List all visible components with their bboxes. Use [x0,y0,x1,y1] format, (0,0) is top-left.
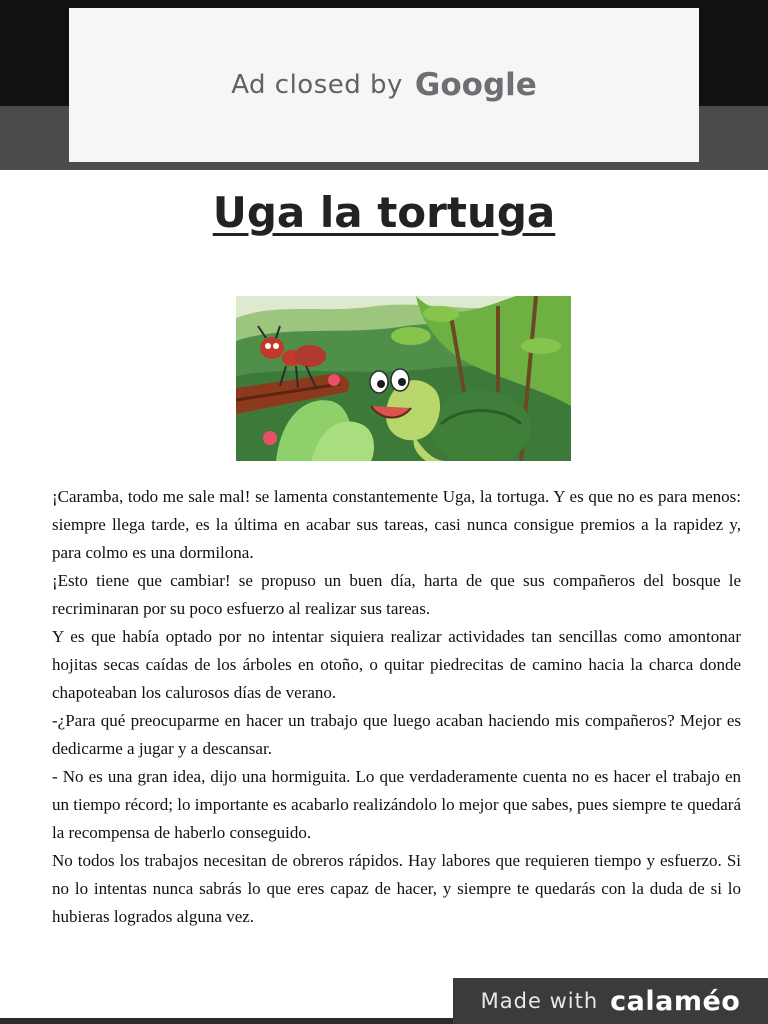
story-paragraph: No todos los trabajos necesitan de obreros rápidos. Hay labores que requieren tiempo y esfuerzo. Si no lo intentas nunca sabrás lo que eres capaz de hacer, y siempre te quedarás con la duda de si lo hubieras logrados alguna vez. [52,851,741,926]
ad-brand-logo: Google [414,67,537,103]
turtle-ant-illustration [236,296,571,461]
calameo-logo: calaméo [610,985,741,1017]
story-text [52,483,741,931]
story-paragraph: ¡Caramba, todo me sale mal! se lamenta constantemente Uga, la tortuga. Y es que no es para menos: siempre llega tarde, es la última en acabar sus tareas, casi nunca consigue premios a la rapidez y, para colmo es una dormilona. [52,487,741,562]
closed-ad-banner [69,8,699,162]
flower-icon [328,374,340,386]
story-paragraph: ¡Esto tiene que cambiar! se propuso un buen día, harta de que sus compañeros del bosque le recriminaran por su poco esfuerzo al realizar sus tareas. [52,571,741,618]
ant-head [260,337,284,359]
ad-closed-text: Ad closed by [231,70,403,100]
story-paragraph: -¿Para qué preocuparme en hacer un trabajo que luego acaban haciendo mis compañeros? Mejor es dedicarme a jugar y a descansar. [52,711,741,758]
ant-body [294,345,326,367]
made-with-label: Made with [480,989,599,1013]
story-paragraph: - No es una gran idea, dijo una hormiguita. Lo que verdaderamente cuenta no es hacer el trabajo en un tiempo récord; lo importante es acabarlo realizándolo lo mejor que sabes, pues siempre te quedará la recompensa de haberlo conseguido. [52,767,741,842]
story-title: Uga la tortuga [212,188,556,237]
made-with-calameo-badge[interactable] [453,978,768,1024]
flower-icon [263,431,277,445]
story-paragraph: Y es que había optado por no intentar siquiera realizar actividades tan sencillas como amontonar hojitas secas caídas de los árboles en otoño, o quitar piedrecitas de camino hacia la charca donde chapoteaban los calurosos días de verano. [52,627,741,702]
